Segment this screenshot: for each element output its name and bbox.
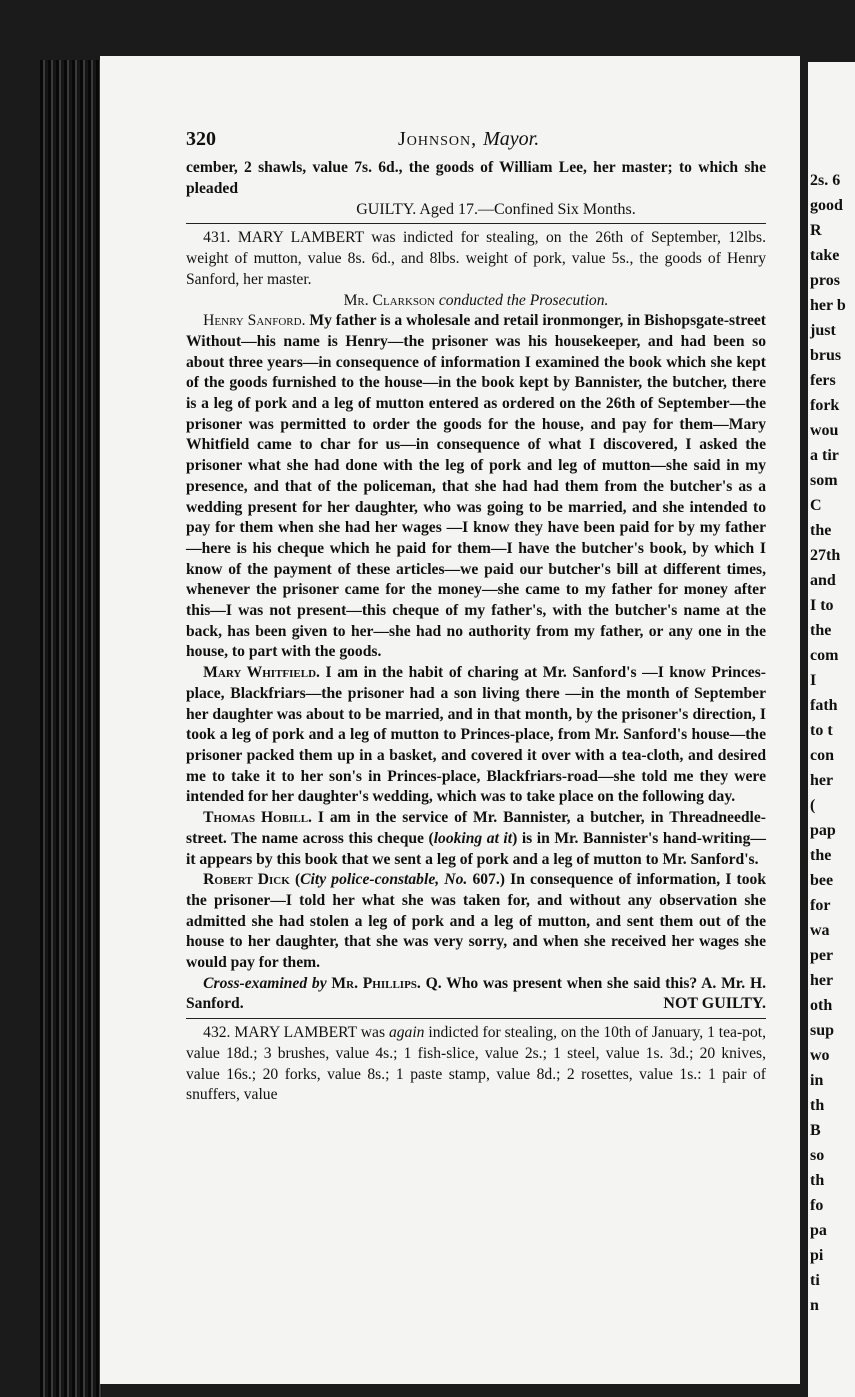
facing-page-fragment-text: pi: [810, 1247, 824, 1264]
facing-page-fragment-text: brus: [810, 347, 842, 364]
cross-label: Cross-examined by: [203, 974, 327, 992]
testimony-text: ) is in Mr. Bannister's hand-writing—it appears by this book that we sent a leg of pork and a leg of mutton to Mr. Sanford's.: [186, 829, 766, 868]
facing-page-fragment-text: pros: [810, 272, 840, 289]
facing-page-fragment-text: pa: [810, 1222, 827, 1239]
prosecution-text: conducted the Prosecution.: [434, 291, 609, 309]
facing-page-fragment-text: 27th: [810, 547, 841, 564]
facing-page-fragment-text: her: [810, 972, 834, 989]
facing-page-fragment-text: oth: [810, 997, 833, 1014]
running-title: [398, 128, 539, 151]
facing-page-fragment-text: fath: [810, 697, 838, 714]
facing-page-fragment-text: for: [810, 897, 831, 914]
book-spine: [40, 60, 102, 1397]
page-content: [186, 128, 766, 1106]
facing-page-fragment-text: R: [810, 222, 822, 239]
facing-page-fragment-text: the: [810, 622, 832, 639]
cross-examination: [186, 974, 766, 1015]
facing-page-fragment-text: just: [810, 322, 836, 339]
case-432-italic: again: [388, 1024, 425, 1042]
facing-page-fragment-text: fork: [810, 397, 840, 414]
testimony-text: In consequence of information, I took the prisoner—I told her what she was taken for, and without any observation she admitted she had stolen a leg of pork and a leg of mutton, and sent them out of the house to her daughter, that she was very sorry, and when she received her wages she would pay for them.: [186, 871, 767, 972]
facing-page-fragment-text: sup: [810, 1022, 835, 1039]
case-432-text: indicted for stealing, on the 10th of January, 1 tea-pot, value 18d.; 3 brushes, value 4s.; 1 fish-slice, value 2s.; 1 steel, value 1s. 3d.; 20 knives, value 16s.; 20 forks, value 8s.; 1 paste stamp, value 8d.; 2 rosettes, value 1s.: 1 pair of snuffers, value: [186, 1024, 766, 1104]
verdict-430: GUILTY. Aged 17.—Confined Six Months.: [356, 201, 636, 219]
testimony-italic: looking at it: [433, 829, 513, 847]
facing-page-fragment-text: take: [810, 247, 840, 264]
facing-page-fragment-text: ti: [810, 1272, 820, 1289]
facing-page-fragment-text: fo: [810, 1197, 824, 1214]
facing-page-fragment-text: and: [810, 572, 836, 589]
verdict-431: NOT GUILTY.: [663, 995, 766, 1013]
facing-page-fragment-text: per: [810, 947, 834, 964]
case-431-heading: 431. MARY LAMBERT was indicted for stealing, on the 26th of September, 12lbs. weight of mutton, value 8s. 6d., and 8lbs. weight of pork, value 5s., the goods of Henry Sanford, her master.: [186, 229, 766, 288]
testimony-robert-dick: [186, 870, 766, 974]
case-432-text: 432. MARY LAMBERT was: [203, 1024, 389, 1042]
cross-text: Q. Who was present when she said this? A. Mr. H. Sanford.: [186, 974, 766, 1013]
witness-paren: (: [289, 871, 301, 889]
facing-page-fragment-text: her: [810, 772, 834, 789]
facing-page-fragment-text: com: [810, 647, 839, 664]
testimony-text: I am in the service of Mr. Bannister, a butcher, in Threadneedle-street. The name across this cheque (: [186, 809, 766, 847]
running-title-name: Johnson,: [398, 128, 484, 150]
running-title-office: Mayor.: [483, 128, 540, 150]
case-divider: [186, 223, 766, 224]
prosecution-line: [186, 291, 766, 312]
facing-page-fragment-text: wo: [810, 1047, 830, 1064]
facing-page-fragment-text: th: [810, 1097, 825, 1114]
facing-page-fragment-text: n: [810, 1297, 819, 1314]
facing-page-fragment-text: so: [810, 1147, 825, 1164]
facing-page-fragment-text: good: [810, 197, 843, 214]
facing-page-fragment-text: to t: [810, 722, 833, 739]
testimony-henry-sanford: [186, 311, 766, 663]
witness-number: 607.): [467, 871, 505, 889]
facing-page-fragment-text: B: [810, 1122, 821, 1139]
facing-page-fragment-text: her b: [810, 297, 846, 314]
facing-page-fragment-text: pap: [810, 822, 836, 839]
facing-page-fragment-text: C: [810, 497, 822, 514]
cross-counsel: Mr. Phillips.: [326, 974, 421, 992]
witness-name: Thomas Hobill.: [203, 809, 312, 827]
testimony-text: My father is a wholesale and retail ironmonger, in Bishopsgate-street Without—his name is Henry—the prisoner was his housekeeper, and had been so about three years—in consequence of information I examined the book which she kept of the goods furnished to the house—in the book kept by Bannister, the butcher, there is a leg of pork and a leg of mutton entered as ordered on the 26th of September—the prisoner was permitted to order the goods for the house, and pay for them—Mary Whitfield came to char for us—in consequence of what I discovered, I asked the prisoner what she had done with the leg of pork and leg of mutton—she said in my presence, and that of the policeman, that she had had them from the butcher's as a wedding present for her daughter, who was going to be married, and she intended to pay for them when she had her wages —I know they have been paid for by my father—here is his cheque which he paid for them—I have the butcher's book, by which I know of the payment of these articles—we paid our butcher's bill at different times, whenever the prisoner came for the money—she came to my father for money after this—I was not present—this cheque of my father's, with the butcher's name at the back, has been given to her—she had no authority from my father, or any one in the house, to part with the goods.: [186, 312, 766, 661]
facing-page-fragment-text: bee: [810, 872, 834, 889]
facing-page-fragment: [808, 62, 855, 1397]
book-page: [100, 56, 800, 1384]
facing-page-fragment-text: a tir: [810, 447, 839, 464]
facing-page-fragment-text: wa: [810, 922, 830, 939]
facing-page-fragment-text: th: [810, 1172, 825, 1189]
facing-page-fragment-text: wou: [810, 422, 839, 439]
facing-page-fragment-text: som: [810, 472, 838, 489]
testimony-mary-whitfield: [186, 663, 766, 808]
prosecution-counsel: Mr. Clarkson: [343, 291, 435, 309]
case-divider: [186, 1018, 766, 1019]
facing-page-fragment-text: the: [810, 847, 832, 864]
facing-page-fragment-text: fers: [810, 372, 836, 389]
case-432-heading: [186, 1023, 766, 1106]
witness-name: Robert Dick: [203, 871, 290, 889]
running-header: [186, 128, 766, 158]
facing-page-fragment-text: I to: [810, 597, 834, 614]
continued-paragraph: cember, 2 shawls, value 7s. 6d., the goods of William Lee, her master; to which she pleaded: [186, 159, 766, 197]
testimony-text: I am in the habit of charing at Mr. Sanford's —I know Princes-place, Blackfriars—the prisoner had a son living there —in the month of September her daughter was about to be married, and in that month, by the prisoner's direction, I took a leg of pork and a leg of mutton to Princes-place, from Mr. Sanford's house—the prisoner packed them up in a basket, and covered it over with a tea-cloth, and desired me to take it to her son's in Princes-place, Blackfriars-road—she told me they were intended for her daughter's wedding, which was to take place on the following day.: [186, 664, 766, 806]
facing-page-fragment-text: 2s. 6: [810, 172, 841, 189]
page-number: 320: [186, 128, 216, 150]
testimony-thomas-hobill: [186, 808, 766, 870]
facing-page-fragment-text: I: [810, 672, 817, 689]
witness-name: Henry Sanford.: [203, 312, 306, 330]
witness-name: Mary Whitfield.: [203, 664, 320, 682]
facing-page-fragment-text: (: [810, 797, 816, 814]
facing-page-fragment-text: the: [810, 522, 832, 539]
facing-page-fragment-text: con: [810, 747, 834, 764]
facing-page-fragment-text: in: [810, 1072, 824, 1089]
witness-role: City police-constable, No.: [300, 871, 468, 889]
